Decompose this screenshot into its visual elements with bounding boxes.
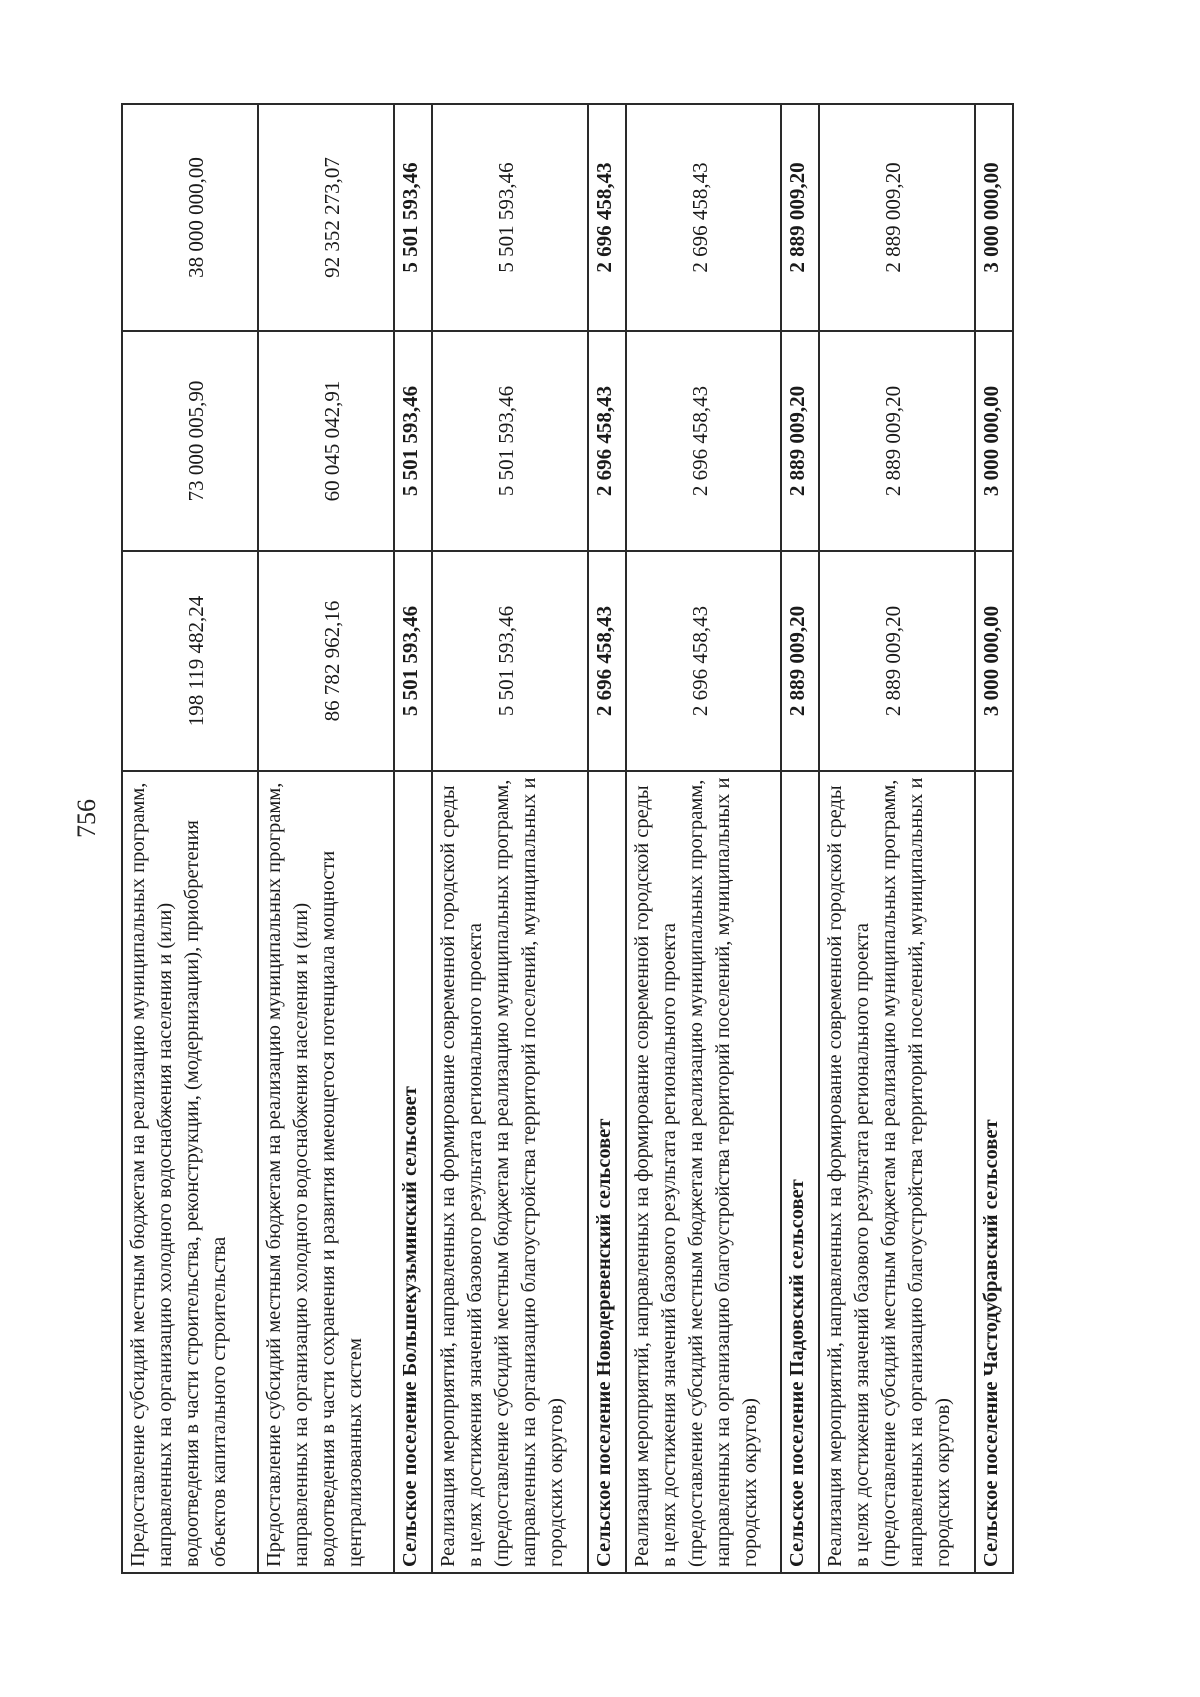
value-cell-year3: 5 501 593,46 — [432, 104, 587, 331]
table-row — [258, 104, 394, 1573]
value-cell-year1: 2 696 458,43 — [588, 551, 626, 771]
value-cell-year2: 73 000 005,90 — [122, 331, 258, 551]
value-cell-year1: 86 782 962,16 — [258, 551, 394, 771]
value-cell-year1: 2 696 458,43 — [626, 551, 781, 771]
value-cell-year1: 5 501 593,46 — [394, 551, 432, 771]
settlement-title: Сельское поселение Большекузьминский сельсовет — [394, 771, 432, 1573]
value-cell-year1: 198 119 482,24 — [122, 551, 258, 771]
value-cell-year3: 3 000 000,00 — [975, 104, 1013, 331]
value-cell-year2: 2 696 458,43 — [626, 331, 781, 551]
table-row — [626, 104, 781, 1573]
table-row — [432, 104, 587, 1573]
value-cell-year3: 2 889 009,20 — [781, 104, 819, 331]
value-cell-year2: 2 889 009,20 — [819, 331, 974, 551]
value-cell-year3: 5 501 593,46 — [394, 104, 432, 331]
value-cell-year2: 5 501 593,46 — [432, 331, 587, 551]
table-row — [819, 104, 974, 1573]
settlement-title: Сельское поселение Частодубравский сельсовет — [975, 771, 1013, 1573]
value-cell-year2: 60 045 042,91 — [258, 331, 394, 551]
value-cell-year1: 3 000 000,00 — [975, 551, 1013, 771]
value-cell-year1: 2 889 009,20 — [819, 551, 974, 771]
settlement-title: Сельское поселение Новодеревенский сельсовет — [588, 771, 626, 1573]
value-cell-year1: 5 501 593,46 — [432, 551, 587, 771]
table-row — [122, 104, 258, 1573]
subtotal-row — [975, 104, 1013, 1573]
value-cell-year2: 3 000 000,00 — [975, 331, 1013, 551]
row-description: Реализация мероприятий, направленных на формирование современной городской среды в целях достижения значений базового результата регионального проекта (предоставление субсидий местным бюджетам на реализацию муниципальных программ, направленных на организацию благоустройства территорий поселений, муниципальных и городских округов) — [432, 771, 587, 1573]
page-number: 756 — [72, 799, 101, 838]
value-cell-year2: 2 889 009,20 — [781, 331, 819, 551]
subtotal-row — [394, 104, 432, 1573]
rotated-table-container — [121, 105, 1014, 1574]
value-cell-year2: 5 501 593,46 — [394, 331, 432, 551]
value-cell-year3: 2 889 009,20 — [819, 104, 974, 331]
row-description: Реализация мероприятий, направленных на формирование современной городской среды в целях достижения значений базового результата регионального проекта (предоставление субсидий местным бюджетам на реализацию муниципальных программ, направленных на организацию благоустройства территорий поселений, муниципальных и городских округов) — [819, 771, 974, 1573]
row-description: Предоставление субсидий местным бюджетам на реализацию муниципальных программ, направленных на организацию холодного водоснабжения населения и (или) водоотведения в части строительства, реконструкции, (модернизации), приобретения объектов капитального строительства — [122, 771, 258, 1573]
budget-table — [121, 103, 1014, 1574]
value-cell-year1: 2 889 009,20 — [781, 551, 819, 771]
value-cell-year3: 38 000 000,00 — [122, 104, 258, 331]
row-description: Реализация мероприятий, направленных на формирование современной городской среды в целях достижения значений базового результата регионального проекта (предоставление субсидий местным бюджетам на реализацию муниципальных программ, направленных на организацию благоустройства территорий поселений, муниципальных и городских округов) — [626, 771, 781, 1573]
value-cell-year3: 92 352 273,07 — [258, 104, 394, 331]
subtotal-row — [781, 104, 819, 1573]
subtotal-row — [588, 104, 626, 1573]
row-description: Предоставление субсидий местным бюджетам на реализацию муниципальных программ, направленных на организацию холодного водоснабжения населения и (или) водоотведения в части сохранения и развития имеющегося потенциала мощности централизованных систем — [258, 771, 394, 1573]
value-cell-year3: 2 696 458,43 — [626, 104, 781, 331]
settlement-title: Сельское поселение Падовский сельсовет — [781, 771, 819, 1573]
value-cell-year2: 2 696 458,43 — [588, 331, 626, 551]
value-cell-year3: 2 696 458,43 — [588, 104, 626, 331]
